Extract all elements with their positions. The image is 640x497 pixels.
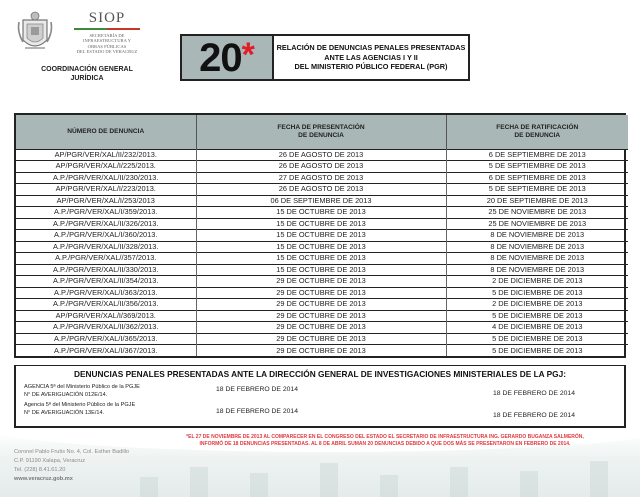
cell-fecha-presentacion: 27 DE AGOSTO DE 2013	[196, 172, 446, 184]
cell-numero: A.P./PGR/VER/XAL/I/367/2013.	[16, 345, 196, 357]
siop-logo	[10, 6, 180, 86]
website-link[interactable]: www.veracruz.gob.mx	[14, 476, 73, 482]
cell-fecha-ratificacion: 5 DE DICIEMBRE DE 2013	[446, 287, 628, 299]
table-row	[16, 322, 628, 334]
cell-numero: A.P./PGR/VER/XAL/II/330/2013.	[16, 264, 196, 276]
address-line: Tel. (228) 8.41.61.20	[14, 467, 66, 473]
cell-fecha-presentacion: 29 DE OCTUBRE DE 2013	[196, 322, 446, 334]
footnote	[140, 434, 630, 448]
column-header-line: DE DENUNCIA	[298, 131, 344, 139]
pgj-agency	[24, 402, 135, 417]
table-header-row	[16, 115, 628, 149]
veracruz-crest-icon	[15, 10, 55, 54]
footer-tile	[380, 475, 398, 497]
cell-fecha-ratificacion: 6 DE SEPTIEMBRE DE 2013	[446, 149, 628, 161]
column-header-line: FECHA DE PRESENTACIÓN	[277, 123, 365, 131]
footer-tile	[450, 467, 468, 497]
table-row	[16, 333, 628, 345]
table-row	[16, 195, 628, 207]
department-line: JURÍDICA	[70, 75, 104, 82]
pgj-entry	[16, 384, 624, 404]
cell-numero: A.P./PGR/VER/XAL//357/2013.	[16, 253, 196, 265]
cell-fecha-presentacion: 26 DE AGOSTO DE 2013	[196, 161, 446, 173]
table-row	[16, 207, 628, 219]
title-line: RELACIÓN DE DENUNCIAS PENALES PRESENTADAS	[276, 43, 466, 53]
cell-numero: A.P./PGR/VER/XAL/I/365/2013.	[16, 333, 196, 345]
cell-fecha-presentacion: 15 DE OCTUBRE DE 2013	[196, 241, 446, 253]
footer-tile	[520, 471, 538, 497]
cell-fecha-ratificacion: 8 DE NOVIEMBRE DE 2013	[446, 253, 628, 265]
department-name	[32, 65, 142, 83]
table-row	[16, 218, 628, 230]
table-row	[16, 172, 628, 184]
cell-numero: A.P./PGR/VER/XAL/II/326/2013.	[16, 218, 196, 230]
document-title	[274, 34, 470, 81]
pgj-agency	[24, 384, 140, 399]
column-header-presentacion	[196, 115, 446, 149]
pgj-averiguacion: N° DE AVERIGUACIÓN 012E/14.	[24, 391, 108, 398]
table-row	[16, 345, 628, 357]
count-number: 20	[199, 35, 242, 80]
table-row	[16, 241, 628, 253]
footnote-line: INFORMÓ DE 18 DENUNCIAS PRESENTADAS. AL 8 DE ABRIL SUMAN 20 DENUNCIAS DEBIDO A QUE DOS MÁS SE PRESENTARON EN FEBRERO DE 2014.	[199, 441, 571, 447]
pgj-agency-name: Agencia 5ª del Ministerio Público de la PGJE	[24, 402, 136, 408]
count-badge	[180, 34, 274, 81]
cell-fecha-ratificacion: 2 DE DICIEMBRE DE 2013	[446, 299, 628, 311]
column-header-ratificacion	[446, 115, 628, 149]
pgj-section	[14, 365, 626, 428]
cell-fecha-presentacion: 15 DE OCTUBRE DE 2013	[196, 230, 446, 242]
pgj-fecha-ratificacion: 18 DE FEBRERO DE 2014	[493, 390, 575, 397]
pgj-averiguacion: N° DE AVERIGUACIÓN 13E/14.	[24, 409, 105, 416]
cell-numero: AP/PGR/VER/XAL/I/253/2013	[16, 195, 196, 207]
cell-numero: A.P./PGR/VER/XAL/II/230/2013.	[16, 172, 196, 184]
cell-fecha-ratificacion: 8 DE NOVIEMBRE DE 2013	[446, 230, 628, 242]
cell-fecha-presentacion: 26 DE AGOSTO DE 2013	[196, 184, 446, 196]
cell-numero: A.P./PGR/VER/XAL/I/359/2013.	[16, 207, 196, 219]
footer-tile	[590, 461, 608, 497]
siop-subtitle-line: DEL ESTADO DE VERACRUZ	[76, 48, 138, 54]
cell-fecha-ratificacion: 5 DE SEPTIEMBRE DE 2013	[446, 184, 628, 196]
cell-fecha-presentacion: 15 DE OCTUBRE DE 2013	[196, 218, 446, 230]
cell-numero: A.P./PGR/VER/XAL/II/356/2013.	[16, 299, 196, 311]
footer-tile	[140, 477, 158, 497]
cell-numero: AP/PGR/VER/XAL/I/225/2013.	[16, 161, 196, 173]
cell-fecha-presentacion: 15 DE OCTUBRE DE 2013	[196, 207, 446, 219]
column-header-line: FECHA DE RATIFICACIÓN	[496, 123, 579, 131]
department-line: COORDINACIÓN GENERAL	[41, 66, 133, 73]
cell-fecha-ratificacion: 20 DE SEPTIEMBRE DE 2013	[446, 195, 628, 207]
cell-numero: A.P./PGR/VER/XAL/I/363/2013.	[16, 287, 196, 299]
siop-name: SIOP	[88, 10, 126, 26]
table-row	[16, 310, 628, 322]
title-line: DEL MINISTERIO PÚBLICO FEDERAL (PGR)	[294, 62, 448, 72]
siop-subtitle-line: INFRAESTRUCTURA Y	[83, 38, 131, 44]
pgj-fecha-presentacion: 18 DE FEBRERO DE 2014	[216, 386, 298, 393]
complaints-table	[14, 113, 626, 358]
cell-fecha-presentacion: 29 DE OCTUBRE DE 2013	[196, 299, 446, 311]
cell-fecha-ratificacion: 25 DE NOVIEMBRE DE 2013	[446, 218, 628, 230]
cell-fecha-ratificacion: 4 DE DICIEMBRE DE 2013	[446, 322, 628, 334]
table-row	[16, 253, 628, 265]
footer-tile	[320, 463, 338, 497]
cell-fecha-ratificacion: 5 DE SEPTIEMBRE DE 2013	[446, 161, 628, 173]
footnote-line: *EL 27 DE NOVIEMBRE DE 2013 AL COMPARECER EN EL CONGRESO DEL ESTADO EL SECRETARIO DE INFRAESTRUCTURA ING. GERARDO BUGANZA SALMERÓN,	[186, 434, 584, 440]
table-row	[16, 230, 628, 242]
pgj-heading: DENUNCIAS PENALES PRESENTADAS ANTE LA DIRECCIÓN GENERAL DE INVESTIGACIONES MINISTERIALES DE LA PGJ:	[73, 369, 567, 379]
table-row	[16, 149, 628, 161]
cell-fecha-ratificacion: 5 DE DICIEMBRE DE 2013	[446, 333, 628, 345]
table-row	[16, 184, 628, 196]
table-body	[16, 149, 628, 356]
cell-fecha-ratificacion: 8 DE NOVIEMBRE DE 2013	[446, 264, 628, 276]
cell-numero: A.P./PGR/VER/XAL/II/354/2013.	[16, 276, 196, 288]
cell-fecha-ratificacion: 5 DE DICIEMBRE DE 2013	[446, 345, 628, 357]
cell-numero: AP/PGR/VER/XAL/I/223/2013.	[16, 184, 196, 196]
cell-fecha-presentacion: 29 DE OCTUBRE DE 2013	[196, 333, 446, 345]
contact-address	[14, 448, 129, 484]
footer-tile	[190, 467, 208, 497]
table-row	[16, 287, 628, 299]
cell-fecha-ratificacion: 2 DE DICIEMBRE DE 2013	[446, 276, 628, 288]
cell-fecha-presentacion: 29 DE OCTUBRE DE 2013	[196, 276, 446, 288]
table-row	[16, 264, 628, 276]
cell-fecha-presentacion: 15 DE OCTUBRE DE 2013	[196, 253, 446, 265]
column-header-line: DE DENUNCIA	[514, 131, 561, 139]
siop-subtitle-line: OBRAS PÚBLICAS	[87, 43, 127, 49]
cell-fecha-ratificacion: 5 DE DICIEMBRE DE 2013	[446, 310, 628, 322]
address-line: Coronel Pablo Frutis No. 4, Col. Esther Badillo	[14, 449, 130, 455]
cell-fecha-presentacion: 29 DE OCTUBRE DE 2013	[196, 310, 446, 322]
cell-fecha-ratificacion: 6 DE SEPTIEMBRE DE 2013	[446, 172, 628, 184]
pgj-agency-name: AGENCIA 5ª del Ministerio Público de la PGJE	[24, 384, 140, 390]
pgj-fecha-presentacion: 18 DE FEBRERO DE 2014	[216, 408, 298, 415]
title-line: ANTE LAS AGENCIAS I Y II	[324, 52, 418, 62]
cell-fecha-presentacion: 29 DE OCTUBRE DE 2013	[196, 287, 446, 299]
cell-fecha-ratificacion: 25 DE NOVIEMBRE DE 2013	[446, 207, 628, 219]
cell-numero: A.P./PGR/VER/XAL/I/360/2013.	[16, 230, 196, 242]
cell-numero: AP/PGR/VER/XAL/II/232/2013.	[16, 149, 196, 161]
cell-numero: AP/PGR/VER/XAL/I/369/2013.	[16, 310, 196, 322]
asterisk-mark: *	[241, 36, 255, 74]
cell-fecha-presentacion: 29 DE OCTUBRE DE 2013	[196, 345, 446, 357]
address-line: C.P. 91190 Xalapa, Veracruz	[14, 458, 86, 464]
siop-color-bar	[74, 28, 140, 30]
cell-numero: A.P./PGR/VER/XAL/II/362/2013.	[16, 322, 196, 334]
table-row	[16, 299, 628, 311]
cell-fecha-presentacion: 15 DE OCTUBRE DE 2013	[196, 264, 446, 276]
cell-numero: A.P./PGR/VER/XAL/II/328/2013.	[16, 241, 196, 253]
footer-tile	[250, 473, 268, 497]
cell-fecha-presentacion: 06 DE SEPTIEMBRE DE 2013	[196, 195, 446, 207]
table-row	[16, 276, 628, 288]
siop-wordmark	[72, 10, 142, 54]
table-row	[16, 161, 628, 173]
cell-fecha-presentacion: 26 DE AGOSTO DE 2013	[196, 149, 446, 161]
siop-subtitle-line: SECRETARÍA DE	[89, 33, 125, 38]
column-header-numero	[16, 115, 196, 149]
pgj-entry	[16, 402, 624, 422]
cell-fecha-ratificacion: 8 DE NOVIEMBRE DE 2013	[446, 241, 628, 253]
pgj-fecha-ratificacion: 18 DE FEBRERO DE 2014	[493, 412, 575, 419]
column-header-line: NÚMERO DE DENUNCIA	[67, 127, 145, 135]
